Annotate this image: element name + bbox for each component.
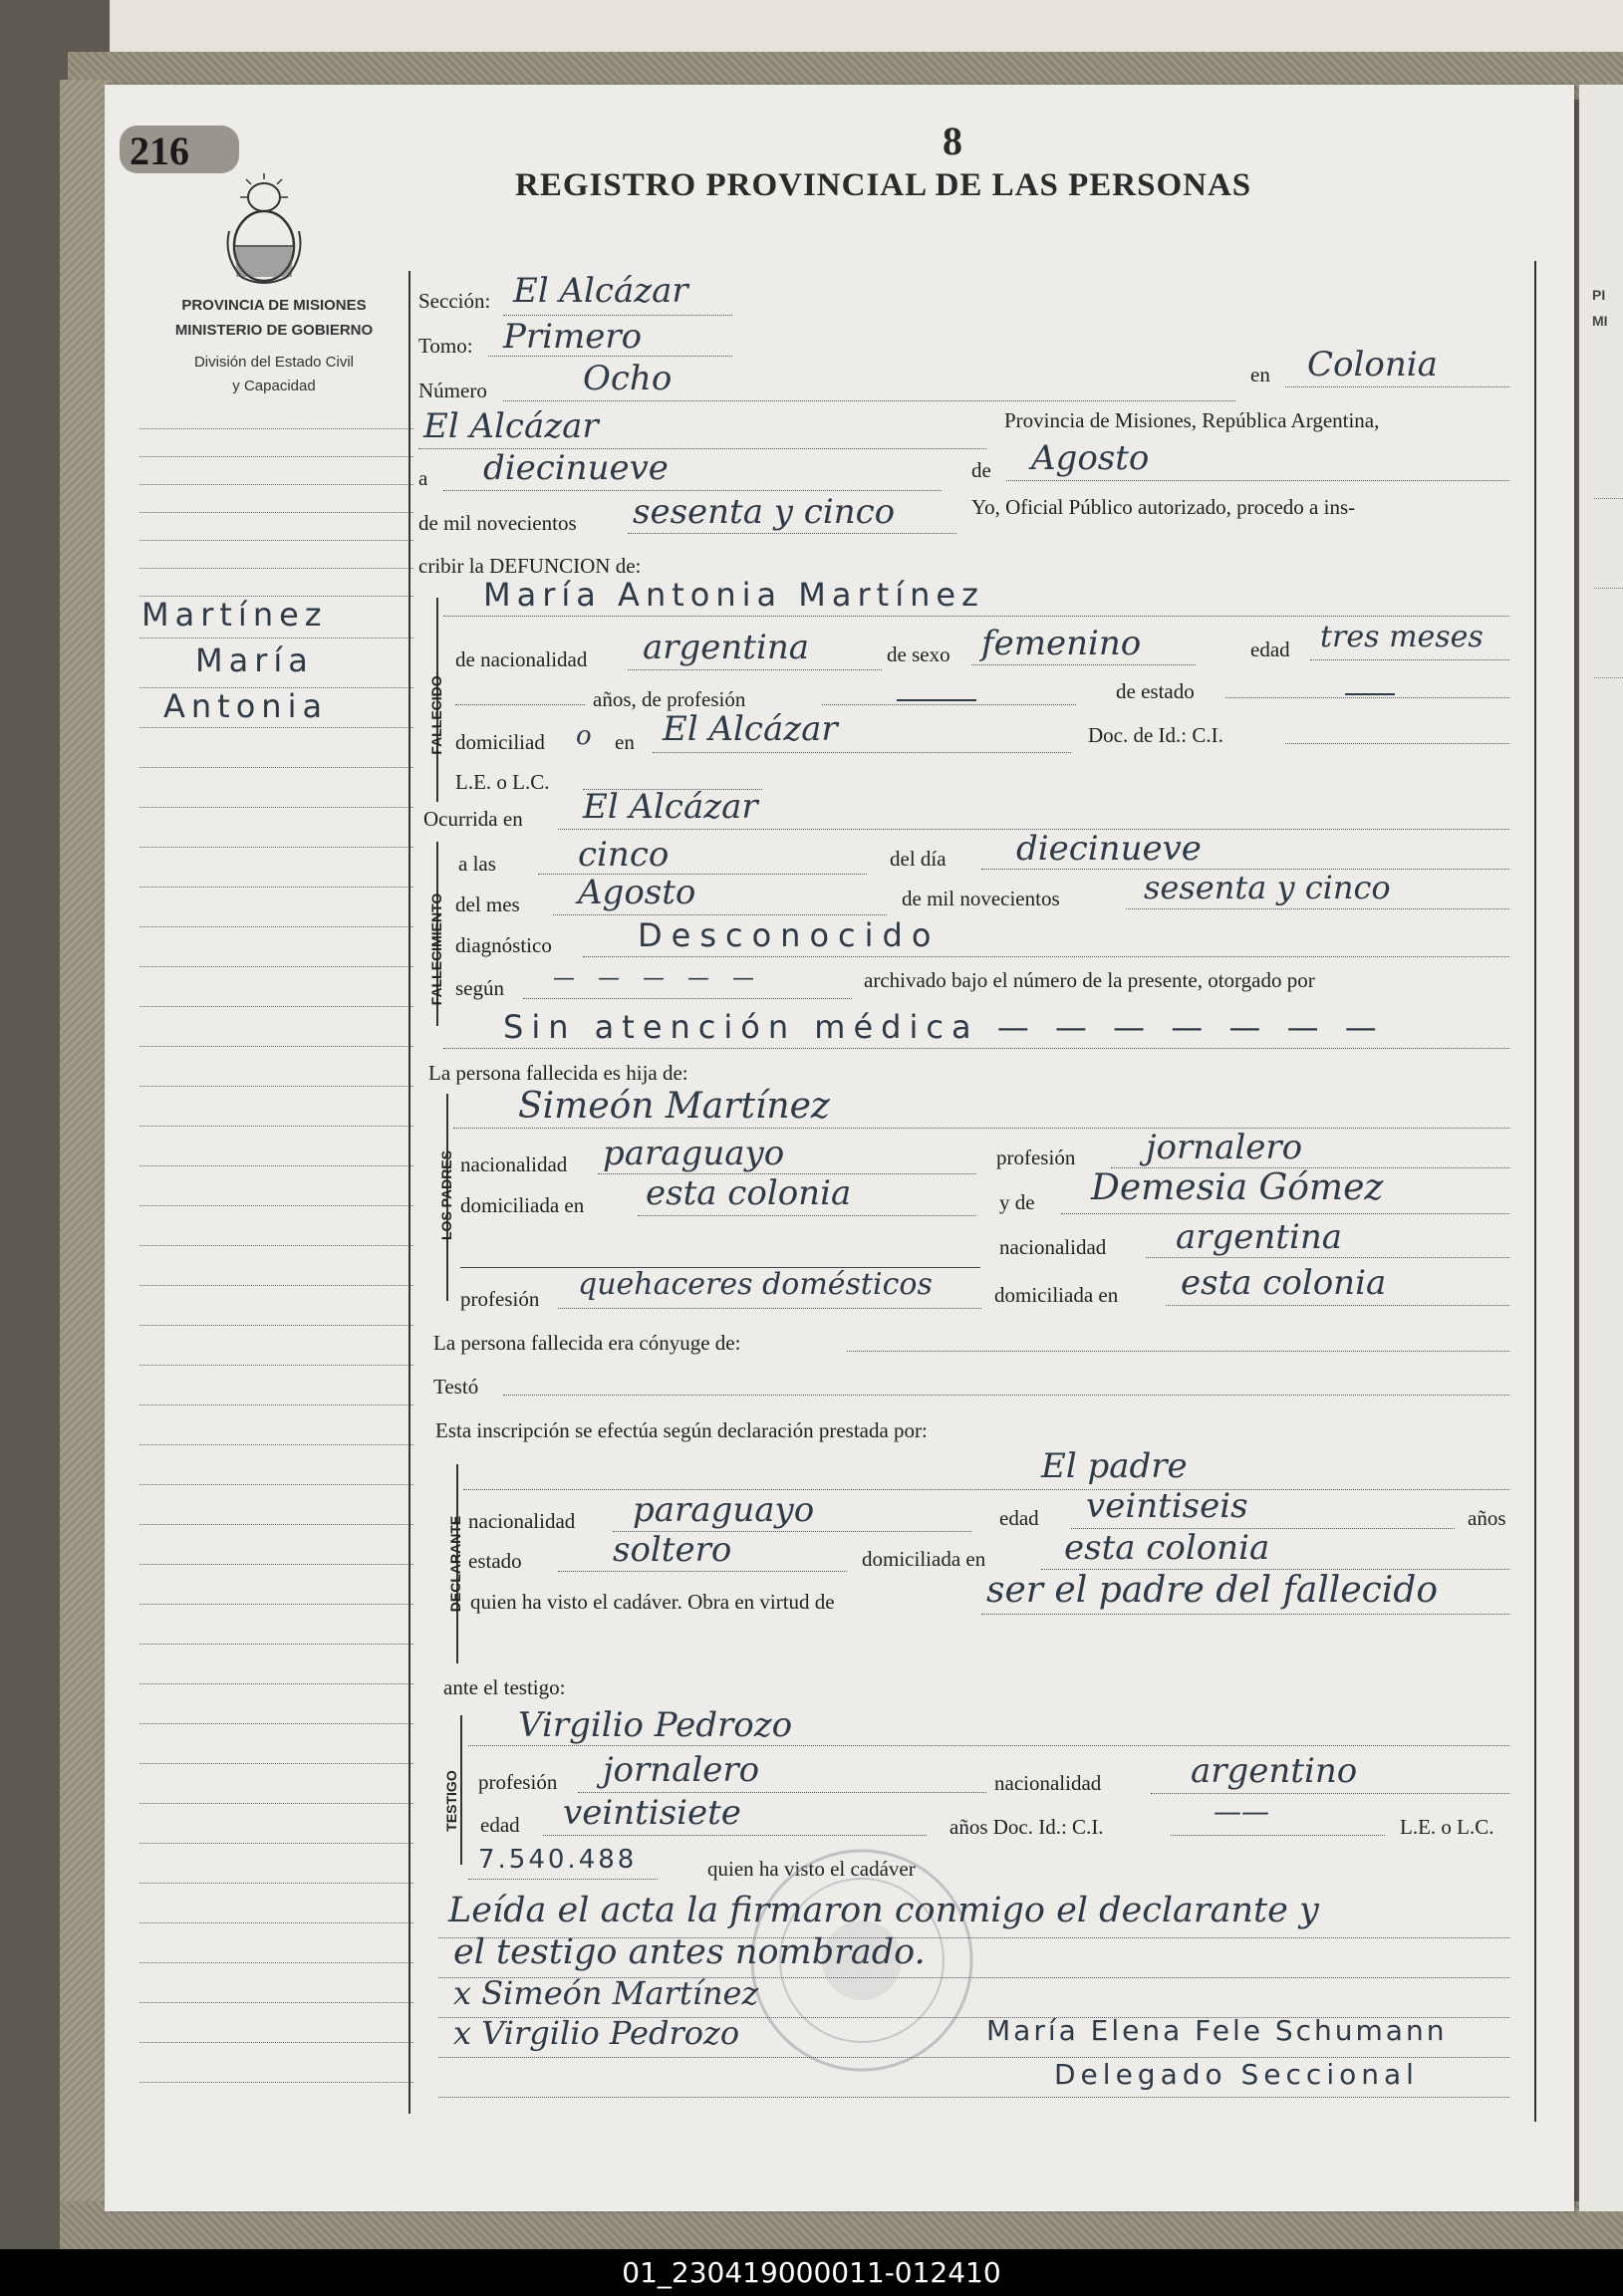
value-firma-2: x Virgilio Pedrozo <box>453 2014 740 2052</box>
value-sexo: femenino <box>981 624 1142 663</box>
line-edad-fallecido <box>1310 659 1509 660</box>
value-decl-obra: ser el padre del fallecido <box>986 1570 1439 1611</box>
label-quien-visto: quien ha visto el cadáver <box>707 1857 916 1881</box>
dash-estado-fallecido <box>1345 693 1395 695</box>
value-padre-profesion: jornalero <box>1146 1128 1303 1167</box>
line-estado-fallecido <box>1225 697 1509 698</box>
label-a-las: a las <box>458 852 496 876</box>
line-decl-estado <box>558 1571 847 1572</box>
label-ante-testigo: ante el testigo: <box>443 1675 566 1699</box>
value-decl-domicilio: esta colonia <box>1064 1528 1270 1568</box>
label-inscribir: cribir la DEFUNCION de: <box>418 554 642 578</box>
label-decl-anos: años <box>1468 1506 1506 1530</box>
value-fallecido-nombre: María Antonia Martínez <box>483 576 984 614</box>
side-label-padres: LOS PADRES <box>438 1150 454 1240</box>
value-ano-fallec: sesenta y cinco <box>1144 869 1391 906</box>
margin-name-first: María <box>195 641 314 679</box>
label-hija-de: La persona fallecida es hija de: <box>428 1061 688 1085</box>
line-mes <box>1006 480 1509 481</box>
value-madre-nacionalidad: argentina <box>1176 1217 1343 1257</box>
line-madre-profesion <box>558 1308 981 1309</box>
label-sexo: de sexo <box>887 642 950 666</box>
page-number: 8 <box>943 119 962 163</box>
line-padre-nombre <box>453 1128 1509 1129</box>
value-tomo: Primero <box>503 317 643 357</box>
label-anos-profesion: años, de profesión <box>593 687 746 711</box>
label-doc-id: Doc. de Id.: C.I. <box>1088 723 1223 747</box>
line-mes-fallec <box>553 914 887 915</box>
value-numero: Ocho <box>583 359 673 398</box>
value-padre-nombre: Simeón Martínez <box>518 1086 830 1127</box>
label-anos-doc: años Doc. Id.: C.I. <box>949 1815 1104 1839</box>
value-declarante: El padre <box>1041 1446 1188 1486</box>
value-lugar: El Alcázar <box>423 406 599 446</box>
label-diagnostico: diagnóstico <box>455 933 552 957</box>
label-en: en <box>1250 363 1270 386</box>
side-label-fallecimiento: FALLECIMIENTO <box>428 893 444 1006</box>
value-seccion: El Alcázar <box>513 271 688 311</box>
label-padre-nacionalidad: nacionalidad <box>460 1152 568 1176</box>
coat-of-arms-icon <box>221 171 307 289</box>
value-dom-suffix: o <box>576 721 592 751</box>
line-doc-id <box>1285 743 1509 744</box>
label-decl-edad: edad <box>999 1506 1039 1530</box>
label-numero: Número <box>418 379 487 402</box>
margin-name-second: Antonia <box>163 687 329 725</box>
testigo-bracket <box>460 1715 462 1865</box>
label-testo: Testó <box>433 1375 479 1399</box>
line-fallecido-nombre <box>443 616 1509 617</box>
label-tomo: Tomo: <box>418 334 473 358</box>
value-dia: diecinueve <box>483 448 669 488</box>
value-decl-edad: veintiseis <box>1086 1486 1248 1526</box>
label-ocurrida-en: Ocurrida en <box>423 807 523 831</box>
line-tomo <box>488 356 732 357</box>
value-hora: cinco <box>578 835 670 875</box>
next-page-text-b: MI <box>1592 313 1608 329</box>
value-otorgado: Sin atención médica — — — — — — — <box>503 1008 1385 1046</box>
label-a: a <box>418 466 428 490</box>
value-en: Colonia <box>1307 345 1438 384</box>
label-del-dia: del día <box>890 847 947 871</box>
label-conyuge: La persona fallecida era cónyuge de: <box>433 1331 741 1355</box>
next-page-edge <box>1579 85 1623 2211</box>
page-title: REGISTRO PROVINCIAL DE LAS PERSONAS <box>515 167 1252 203</box>
book-cloth-left <box>60 80 110 2261</box>
value-ano: sesenta y cinco <box>633 492 896 532</box>
label-le-lc-fallecido: L.E. o L.C. <box>455 770 550 794</box>
line-ano <box>628 533 956 534</box>
label-decl-obra: quien ha visto el cadáver. Obra en virtud de <box>470 1590 835 1614</box>
value-ocurrida: El Alcázar <box>583 787 758 827</box>
value-mes-fallec: Agosto <box>578 873 696 912</box>
label-padre-domicilio: domiciliada en <box>460 1193 585 1217</box>
line-seccion <box>503 315 732 316</box>
value-testigo-le: 7.540.488 <box>478 1845 638 1875</box>
label-declaracion: Esta inscripción se efectúa según declaración prestada por: <box>435 1418 928 1442</box>
line-anos-fallecido <box>455 704 585 705</box>
value-testigo-nacionalidad: argentino <box>1191 1751 1358 1791</box>
line-numero <box>503 400 1235 401</box>
line-en <box>1285 386 1509 387</box>
margin-name-surname: Martínez <box>141 596 328 634</box>
value-madre-nombre: Demesia Gómez <box>1091 1167 1384 1208</box>
value-decl-nacionalidad: paraguayo <box>633 1490 815 1530</box>
next-page-line <box>1594 677 1623 678</box>
label-testigo-le-lc: L.E. o L.C. <box>1400 1815 1494 1839</box>
value-segun: — — — — — <box>553 966 762 991</box>
label-decl-nacionalidad: nacionalidad <box>468 1509 576 1533</box>
line-declarante <box>463 1489 1509 1490</box>
side-label-fallecido: FALLECIDO <box>428 675 444 755</box>
next-page-line <box>1594 588 1623 589</box>
line-padre-domicilio <box>638 1215 976 1216</box>
label-madre-nacionalidad: nacionalidad <box>999 1235 1107 1259</box>
value-mes: Agosto <box>1031 438 1150 478</box>
value-testigo-ci: —— <box>1214 1795 1269 1828</box>
left-frame-line <box>408 271 410 2114</box>
agency-line-4: y Capacidad <box>232 378 316 394</box>
image-caption: 01_230419000011-012410 <box>0 2249 1623 2296</box>
value-dia-fallec: diecinueve <box>1016 829 1202 869</box>
line-dia <box>443 490 942 491</box>
value-testigo-profesion: jornalero <box>603 1750 760 1790</box>
value-testigo-edad: veintisiete <box>563 1793 741 1833</box>
label-de-mil: de mil novecientos <box>418 511 577 535</box>
line-testigo-ci <box>1171 1835 1385 1836</box>
label-seccion: Sección: <box>418 289 491 313</box>
value-madre-domicilio: esta colonia <box>1181 1263 1387 1303</box>
label-yo-oficial: Yo, Oficial Público autorizado, procedo a ins- <box>971 495 1356 519</box>
dash-profesion-fallecido <box>897 699 976 701</box>
value-decl-estado: soltero <box>613 1530 732 1570</box>
value-cargo-oficial: Delegado Seccional <box>1054 2058 1419 2091</box>
value-firma-1: x Simeón Martínez <box>453 1974 759 2012</box>
line-sexo <box>971 664 1196 665</box>
label-y-de: y de <box>999 1190 1035 1214</box>
line-testigo-nacionalidad <box>1151 1793 1509 1794</box>
label-segun: según <box>455 976 504 1000</box>
line-nacionalidad-fallecido <box>628 669 882 670</box>
value-testigo-nombre: Virgilio Pedrozo <box>518 1705 793 1745</box>
value-nacionalidad-fallecido: argentina <box>643 628 810 667</box>
label-padre-profesion: profesión <box>996 1146 1076 1169</box>
agency-line-2: MINISTERIO DE GOBIERNO <box>174 322 374 339</box>
label-nacionalidad-fallecido: de nacionalidad <box>455 647 588 671</box>
line-cargo-oficial <box>438 2097 1509 2098</box>
value-madre-profesion: quehaceres domésticos <box>578 1267 933 1302</box>
label-provincia: Provincia de Misiones, República Argentina, <box>1004 408 1380 432</box>
value-domicilio: El Alcázar <box>663 709 838 749</box>
side-label-declarante: DECLARANTE <box>447 1515 463 1613</box>
label-de-mil-fallec: de mil novecientos <box>902 887 1060 910</box>
agency-line-1: PROVINCIA DE MISIONES <box>181 297 367 314</box>
label-estado-fallecido: de estado <box>1116 679 1195 703</box>
label-testigo-edad: edad <box>480 1813 520 1837</box>
line-otorgado <box>443 1048 1509 1049</box>
label-en-domicilio: en <box>615 730 635 754</box>
line-profesion-fallecido <box>822 704 1076 705</box>
value-cierre-1: Leída el acta la firmaron conmigo el declarante y <box>448 1891 1319 1930</box>
label-testigo-nacionalidad: nacionalidad <box>994 1771 1102 1795</box>
label-madre-profesion: profesión <box>460 1287 540 1311</box>
line-testigo-edad <box>543 1835 927 1836</box>
label-de: de <box>971 458 991 482</box>
line-ano-fallec <box>1126 908 1509 909</box>
value-padre-domicilio: esta colonia <box>646 1173 852 1213</box>
line-testo <box>503 1395 1509 1396</box>
value-diagnostico: Desconocido <box>638 916 941 954</box>
next-page-line <box>1594 498 1623 499</box>
right-frame-line <box>1534 261 1536 2122</box>
line-domicilio <box>653 752 1071 753</box>
next-page-text-a: PI <box>1592 287 1606 303</box>
label-domiciliado: domiciliad <box>455 730 545 754</box>
side-label-testigo: TESTIGO <box>443 1770 459 1832</box>
value-cierre-2: el testigo antes nombrado. <box>453 1932 926 1972</box>
value-padre-nacionalidad: paraguayo <box>603 1134 785 1173</box>
line-madre-nombre <box>1061 1213 1509 1214</box>
line-diagnostico <box>583 956 1509 957</box>
line-madre-domicilio <box>1166 1305 1509 1306</box>
label-decl-domicilio: domiciliada en <box>862 1547 986 1571</box>
value-firma-oficial: María Elena Fele Schumann <box>986 2014 1448 2047</box>
agency-line-3: División del Estado Civil <box>193 354 355 371</box>
line-testigo-le <box>468 1879 658 1880</box>
value-edad-fallecido: tres meses <box>1320 620 1484 654</box>
label-testigo-profesion: profesión <box>478 1770 558 1794</box>
label-del-mes: del mes <box>455 893 520 916</box>
label-edad-fallecido: edad <box>1250 638 1290 661</box>
label-decl-estado: estado <box>468 1549 522 1573</box>
label-archivado: archivado bajo el número de la presente, otorgado por <box>864 968 1315 992</box>
folio-number: 216 <box>130 128 189 173</box>
line-decl-obra <box>981 1614 1509 1615</box>
label-madre-domicilio: domiciliada en <box>994 1283 1119 1307</box>
line-testigo-nombre <box>468 1745 1509 1746</box>
line-segun <box>523 998 852 999</box>
line-madre-nacionalidad <box>1146 1257 1509 1258</box>
line-conyuge <box>847 1351 1509 1352</box>
